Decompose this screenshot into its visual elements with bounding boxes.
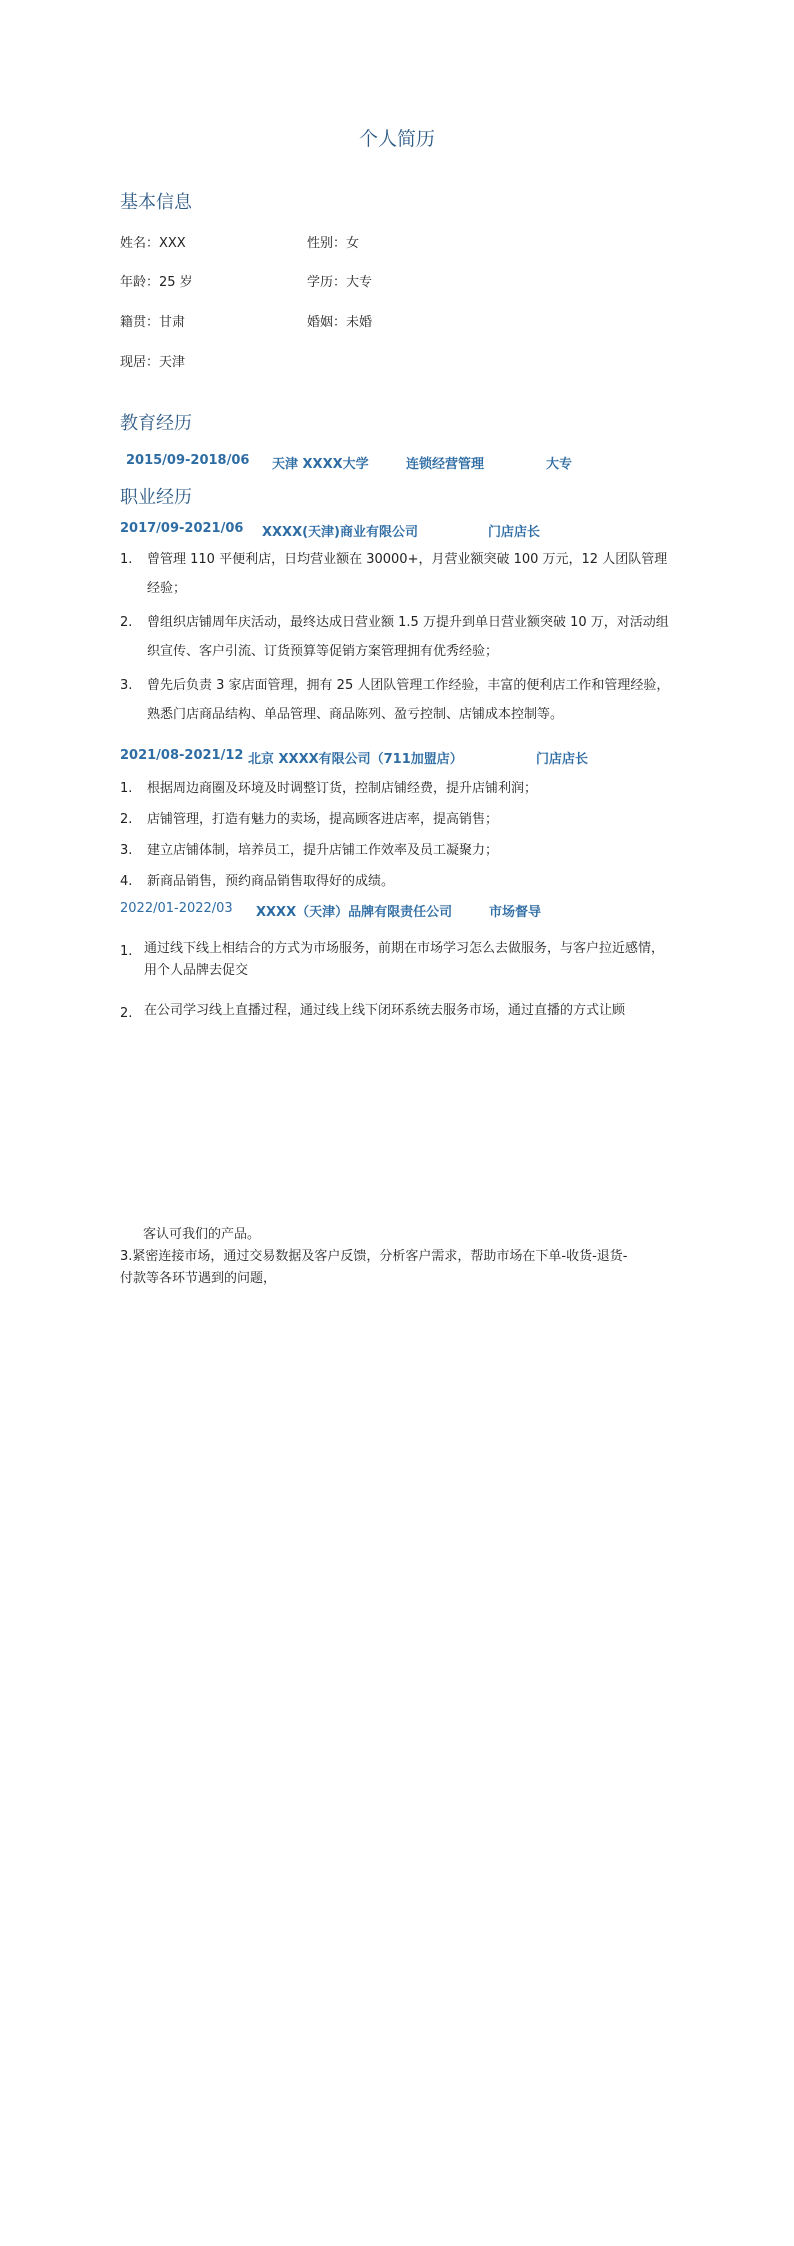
list-item-text: 通过线下线上相结合的方式为市场服务，前期在市场学习怎么去做服务，与客户拉近感情，用个人品牌去促交	[144, 941, 665, 978]
info-residence: 现居：天津	[120, 355, 186, 370]
job-position: 门店店长	[488, 525, 541, 540]
job-period: 2022/01-2022/03	[120, 901, 233, 916]
job-position: 市场督导	[489, 905, 542, 920]
job-position: 门店店长	[536, 752, 589, 767]
list-item-text: 曾先后负责 3 家店面管理，拥有 25 人团队管理工作经验，丰富的便利店工作和管理经验，熟悉门店商品结构、单品管理、商品陈列、盈亏控制、店铺成本控制等。	[147, 678, 670, 722]
job-period: 2021/08-2021/12	[120, 748, 244, 763]
job-company: 北京 XXXX有限公司（711加盟店）	[248, 752, 463, 767]
list-item-text: 建立店铺体制，培养员工，提升店铺工作效率及员工凝聚力；	[147, 843, 499, 858]
list-item-number: 2.	[120, 1006, 133, 1021]
info-marriage: 婚姻：未婚	[307, 315, 373, 330]
list-item-text: 根据周边商圈及环境及时调整订货，控制店铺经费，提升店铺利润；	[147, 781, 538, 796]
section-heading-education: 教育经历	[120, 413, 192, 434]
section-heading-basic: 基本信息	[120, 192, 192, 213]
list-item-text: 曾组织店铺周年庆活动，最终达成日营业额 1.5 万提升到单日营业额突破 10 万，对活动组织宣传、客户引流、订货预算等促销方案管理拥有优秀经验；	[147, 615, 669, 659]
page-title: 个人简历	[358, 128, 435, 150]
list-item-number: 4.	[120, 874, 133, 889]
job-company: XXXX(天津)商业有限公司	[262, 525, 418, 540]
list-item-number: 1.	[120, 944, 133, 959]
edu-major: 连锁经营管理	[406, 457, 485, 472]
info-name: 姓名：XXX	[120, 236, 186, 251]
job-company: XXXX（天津）品牌有限责任公司	[256, 905, 453, 920]
list-item-text: 曾管理 110 平便利店，日均营业额在 30000+，月营业额突破 100 万元，12 人团队管理经验；	[147, 552, 668, 596]
list-item-text: 新商品销售，预约商品销售取得好的成绩。	[147, 874, 395, 889]
section-heading-career: 职业经历	[120, 487, 192, 508]
list-item-number: 2.	[120, 812, 133, 827]
info-native: 籍贯：甘肃	[120, 315, 186, 330]
list-item-number: 2.	[120, 615, 133, 630]
info-gender: 性别：女	[307, 236, 360, 251]
list-item-number: 1.	[120, 781, 133, 796]
continuation-line: 3.紧密连接市场，通过交易数据及客户反馈，分析客户需求，帮助市场在下单-收货-退货-	[120, 1249, 628, 1264]
job-period: 2017/09-2021/06	[120, 521, 244, 536]
edu-period: 2015/09-2018/06	[126, 453, 250, 468]
list-item-number: 3.	[120, 843, 133, 858]
info-age: 年龄：25 岁	[120, 275, 193, 290]
edu-degree: 大专	[546, 457, 573, 472]
info-education: 学历：大专	[307, 275, 373, 290]
continuation-line: 客认可我们的产品。	[143, 1227, 261, 1242]
list-item-number: 1.	[120, 552, 133, 567]
list-item-text: 在公司学习线上直播过程，通过线上线下闭环系统去服务市场，通过直播的方式让顾	[144, 1003, 626, 1018]
edu-school: 天津 XXXX大学	[272, 457, 369, 472]
continuation-line: 付款等各环节遇到的问题，	[120, 1271, 277, 1286]
list-item-text: 店铺管理，打造有魅力的卖场，提高顾客进店率，提高销售；	[147, 812, 499, 827]
list-item-number: 3.	[120, 678, 133, 693]
